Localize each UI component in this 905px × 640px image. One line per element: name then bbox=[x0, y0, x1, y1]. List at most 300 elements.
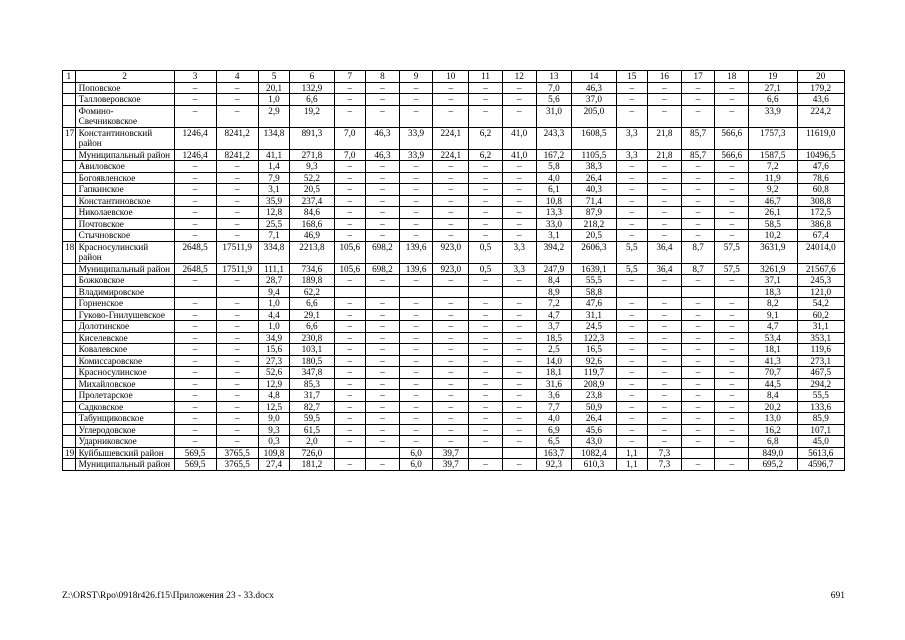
table-cell: – bbox=[174, 378, 216, 390]
table-cell: 59,5 bbox=[290, 413, 334, 425]
table-cell: 24,5 bbox=[572, 321, 616, 333]
table-cell: – bbox=[469, 401, 503, 413]
table-cell: – bbox=[681, 172, 715, 184]
table-cell: – bbox=[399, 184, 433, 196]
table-cell: – bbox=[681, 230, 715, 242]
table-cell: 1246,4 bbox=[174, 149, 216, 161]
table-cell: 179,2 bbox=[797, 82, 845, 94]
table-cell: 62,2 bbox=[290, 286, 334, 298]
column-header: 14 bbox=[572, 71, 616, 83]
table-cell: – bbox=[648, 172, 682, 184]
table-cell: – bbox=[334, 321, 366, 333]
table-cell: 189,8 bbox=[290, 275, 334, 287]
table-cell: 7,2 bbox=[536, 298, 572, 310]
table-cell: – bbox=[433, 230, 469, 242]
table-cell: – bbox=[433, 390, 469, 402]
table-cell: – bbox=[334, 207, 366, 219]
row-name: Ковалевское bbox=[75, 344, 174, 356]
table-cell: 92,6 bbox=[572, 355, 616, 367]
table-row bbox=[63, 149, 845, 161]
table-cell: – bbox=[502, 275, 536, 287]
table-cell: – bbox=[334, 82, 366, 94]
table-cell: 122,3 bbox=[572, 332, 616, 344]
table-cell: 6,5 bbox=[536, 436, 572, 448]
table-row bbox=[63, 355, 845, 367]
table-cell: 163,7 bbox=[536, 447, 572, 459]
table-cell: 33,0 bbox=[536, 218, 572, 230]
table-cell: – bbox=[433, 82, 469, 94]
table-row bbox=[63, 413, 845, 425]
table-cell: 61,5 bbox=[290, 424, 334, 436]
table-cell bbox=[366, 447, 400, 459]
table-row bbox=[63, 424, 845, 436]
table-cell: 224,1 bbox=[433, 149, 469, 161]
row-name: Табунщиковское bbox=[75, 413, 174, 425]
table-cell: – bbox=[433, 344, 469, 356]
table-row bbox=[63, 82, 845, 94]
table-cell: – bbox=[174, 275, 216, 287]
table-cell: – bbox=[334, 195, 366, 207]
table-cell: 55,5 bbox=[797, 390, 845, 402]
table-cell: – bbox=[433, 94, 469, 106]
table-cell: – bbox=[174, 184, 216, 196]
table-cell: 134,8 bbox=[258, 127, 290, 149]
table-cell: – bbox=[334, 355, 366, 367]
table-cell: 1,1 bbox=[616, 447, 648, 459]
table-cell: – bbox=[502, 230, 536, 242]
table-cell: – bbox=[216, 424, 258, 436]
table-cell: – bbox=[469, 424, 503, 436]
table-cell: 3261,9 bbox=[749, 263, 797, 275]
table-cell: 1,4 bbox=[258, 161, 290, 173]
table-cell: 105,6 bbox=[334, 241, 366, 263]
table-cell: – bbox=[216, 275, 258, 287]
table-cell: 12,8 bbox=[258, 207, 290, 219]
column-header: 6 bbox=[290, 71, 334, 83]
table-cell: 9,2 bbox=[749, 184, 797, 196]
table-cell: – bbox=[174, 161, 216, 173]
table-cell: 26,4 bbox=[572, 172, 616, 184]
table-cell: – bbox=[502, 355, 536, 367]
table-cell: 119,6 bbox=[797, 344, 845, 356]
row-index bbox=[63, 344, 76, 356]
table-cell: 6,6 bbox=[290, 94, 334, 106]
table-cell: – bbox=[715, 332, 749, 344]
table-cell: 386,8 bbox=[797, 218, 845, 230]
table-cell: 698,2 bbox=[366, 241, 400, 263]
table-cell: 26,4 bbox=[572, 413, 616, 425]
table-cell: 11,9 bbox=[749, 172, 797, 184]
table-cell: – bbox=[366, 413, 400, 425]
table-cell: – bbox=[681, 413, 715, 425]
column-header: 1 bbox=[63, 71, 76, 83]
table-cell: 0,3 bbox=[258, 436, 290, 448]
table-cell bbox=[715, 447, 749, 459]
table-cell: – bbox=[715, 355, 749, 367]
table-cell: – bbox=[502, 195, 536, 207]
table-cell: 29,1 bbox=[290, 309, 334, 321]
table-cell: – bbox=[469, 332, 503, 344]
table-cell: 20,1 bbox=[258, 82, 290, 94]
table-cell: – bbox=[502, 184, 536, 196]
row-name: Красносулинское bbox=[75, 367, 174, 379]
table-cell: – bbox=[648, 298, 682, 310]
table-cell: 20,5 bbox=[572, 230, 616, 242]
table-cell: 15,6 bbox=[258, 344, 290, 356]
table-cell: – bbox=[715, 184, 749, 196]
table-cell: 12,9 bbox=[258, 378, 290, 390]
table-cell: – bbox=[433, 401, 469, 413]
table-cell: 41,0 bbox=[502, 149, 536, 161]
row-index bbox=[63, 218, 76, 230]
table-row bbox=[63, 275, 845, 287]
table-cell: 394,2 bbox=[536, 241, 572, 263]
table-cell: 21567,6 bbox=[797, 263, 845, 275]
table-cell: – bbox=[399, 355, 433, 367]
table-cell: 237,4 bbox=[290, 195, 334, 207]
table-cell: 3765,5 bbox=[216, 459, 258, 471]
table-cell: 1757,3 bbox=[749, 127, 797, 149]
table-cell: – bbox=[715, 309, 749, 321]
table-cell: – bbox=[174, 298, 216, 310]
table-cell: – bbox=[334, 218, 366, 230]
row-index bbox=[63, 298, 76, 310]
table-cell: – bbox=[681, 161, 715, 173]
table-cell: – bbox=[616, 367, 648, 379]
row-name: Авиловское bbox=[75, 161, 174, 173]
table-cell: 273,1 bbox=[797, 355, 845, 367]
table-cell: – bbox=[433, 275, 469, 287]
row-name: Константиновское bbox=[75, 195, 174, 207]
table-cell: – bbox=[366, 105, 400, 127]
table-cell: – bbox=[715, 172, 749, 184]
table-cell: – bbox=[366, 367, 400, 379]
table-cell: – bbox=[174, 344, 216, 356]
table-cell: 7,0 bbox=[334, 127, 366, 149]
table-cell: 19,2 bbox=[290, 105, 334, 127]
table-cell: – bbox=[469, 378, 503, 390]
table-cell: – bbox=[216, 218, 258, 230]
table-cell: – bbox=[433, 367, 469, 379]
table-cell: 33,9 bbox=[749, 105, 797, 127]
row-name: Фомино-Свечниковское bbox=[75, 105, 174, 127]
table-cell: – bbox=[502, 94, 536, 106]
table-cell: 46,3 bbox=[366, 149, 400, 161]
table-cell: – bbox=[433, 355, 469, 367]
table-cell: 9,1 bbox=[749, 309, 797, 321]
table-cell: – bbox=[174, 401, 216, 413]
table-cell: – bbox=[334, 184, 366, 196]
table-cell: 7,7 bbox=[536, 401, 572, 413]
table-cell: 27,3 bbox=[258, 355, 290, 367]
table-cell: 1608,5 bbox=[572, 127, 616, 149]
table-cell: 35,9 bbox=[258, 195, 290, 207]
row-index bbox=[63, 172, 76, 184]
table-cell: – bbox=[399, 367, 433, 379]
table-cell: 1,0 bbox=[258, 298, 290, 310]
table-cell: – bbox=[502, 309, 536, 321]
table-cell: – bbox=[469, 298, 503, 310]
row-index bbox=[63, 367, 76, 379]
table-cell bbox=[334, 447, 366, 459]
table-cell: – bbox=[216, 355, 258, 367]
table-cell: – bbox=[174, 172, 216, 184]
table-cell: – bbox=[216, 105, 258, 127]
column-header: 13 bbox=[536, 71, 572, 83]
table-cell: 6,1 bbox=[536, 184, 572, 196]
table-cell: – bbox=[469, 105, 503, 127]
table-cell: – bbox=[616, 82, 648, 94]
table-cell: 3,1 bbox=[536, 230, 572, 242]
row-index bbox=[63, 286, 76, 298]
column-header: 11 bbox=[469, 71, 503, 83]
table-cell: – bbox=[469, 172, 503, 184]
table-cell: – bbox=[502, 218, 536, 230]
table-cell: 45,0 bbox=[797, 436, 845, 448]
table-cell: 6,6 bbox=[290, 321, 334, 333]
table-row bbox=[63, 367, 845, 379]
table-cell: – bbox=[334, 424, 366, 436]
table-cell: – bbox=[715, 207, 749, 219]
table-cell: – bbox=[502, 436, 536, 448]
data-table bbox=[62, 70, 845, 471]
column-header: 20 bbox=[797, 71, 845, 83]
table-cell: – bbox=[433, 105, 469, 127]
table-cell: 224,1 bbox=[433, 127, 469, 149]
table-cell: – bbox=[715, 413, 749, 425]
row-name: Горненское bbox=[75, 298, 174, 310]
table-cell: 58,5 bbox=[749, 218, 797, 230]
table-cell: – bbox=[433, 309, 469, 321]
table-cell: 24014,0 bbox=[797, 241, 845, 263]
table-cell: – bbox=[616, 436, 648, 448]
table-cell: – bbox=[502, 332, 536, 344]
table-cell: – bbox=[715, 161, 749, 173]
table-cell: 31,1 bbox=[572, 309, 616, 321]
table-cell: 8,7 bbox=[681, 263, 715, 275]
table-cell: 28,7 bbox=[258, 275, 290, 287]
table-cell: – bbox=[648, 218, 682, 230]
table-cell: – bbox=[216, 82, 258, 94]
table-cell: 33,9 bbox=[399, 127, 433, 149]
column-header: 9 bbox=[399, 71, 433, 83]
table-cell: – bbox=[616, 161, 648, 173]
table-cell: 6,2 bbox=[469, 149, 503, 161]
table-cell: 8,4 bbox=[536, 275, 572, 287]
table-cell: – bbox=[681, 401, 715, 413]
column-header: 2 bbox=[75, 71, 174, 83]
column-header: 18 bbox=[715, 71, 749, 83]
table-cell: 6,9 bbox=[536, 424, 572, 436]
table-cell: 60,2 bbox=[797, 309, 845, 321]
table-cell: – bbox=[469, 321, 503, 333]
table-cell: 20,5 bbox=[290, 184, 334, 196]
table-cell: – bbox=[433, 321, 469, 333]
table-row bbox=[63, 127, 845, 149]
table-cell: – bbox=[399, 230, 433, 242]
table-cell: – bbox=[399, 344, 433, 356]
table-cell: 25,5 bbox=[258, 218, 290, 230]
table-cell: – bbox=[366, 172, 400, 184]
row-index bbox=[63, 195, 76, 207]
table-cell: 41,1 bbox=[258, 149, 290, 161]
table-cell: – bbox=[681, 332, 715, 344]
table-cell: 7,1 bbox=[258, 230, 290, 242]
table-cell: 172,5 bbox=[797, 207, 845, 219]
table-cell: 85,3 bbox=[290, 378, 334, 390]
table-row bbox=[63, 230, 845, 242]
row-index bbox=[63, 321, 76, 333]
row-index bbox=[63, 436, 76, 448]
table-cell: 208,9 bbox=[572, 378, 616, 390]
table-cell: 52,6 bbox=[258, 367, 290, 379]
table-cell: – bbox=[469, 436, 503, 448]
table-cell: 70,7 bbox=[749, 367, 797, 379]
table-cell: – bbox=[648, 436, 682, 448]
table-cell: 4,4 bbox=[258, 309, 290, 321]
table-cell: 2,5 bbox=[536, 344, 572, 356]
table-cell: – bbox=[334, 436, 366, 448]
table-row bbox=[63, 105, 845, 127]
table-row bbox=[63, 321, 845, 333]
table-cell: – bbox=[334, 390, 366, 402]
table-cell: 43,0 bbox=[572, 436, 616, 448]
table-cell: – bbox=[681, 367, 715, 379]
table-cell: – bbox=[648, 230, 682, 242]
table-row bbox=[63, 184, 845, 196]
row-name: Николаевское bbox=[75, 207, 174, 219]
table-cell: – bbox=[681, 207, 715, 219]
row-name: Почтовское bbox=[75, 218, 174, 230]
table-row bbox=[63, 172, 845, 184]
table-cell bbox=[648, 286, 682, 298]
table-cell: – bbox=[715, 230, 749, 242]
table-cell: 46,3 bbox=[572, 82, 616, 94]
table-cell: 167,2 bbox=[536, 149, 572, 161]
table-cell: – bbox=[502, 401, 536, 413]
table-row bbox=[63, 378, 845, 390]
table-cell: – bbox=[469, 367, 503, 379]
table-cell: – bbox=[681, 344, 715, 356]
table-cell: 3,1 bbox=[258, 184, 290, 196]
table-cell: 4,7 bbox=[749, 321, 797, 333]
table-cell: 245,3 bbox=[797, 275, 845, 287]
table-cell: – bbox=[715, 436, 749, 448]
table-cell: 726,0 bbox=[290, 447, 334, 459]
row-name: Углеродовское bbox=[75, 424, 174, 436]
table-cell: – bbox=[174, 207, 216, 219]
table-cell: – bbox=[502, 344, 536, 356]
table-cell: – bbox=[616, 195, 648, 207]
table-cell: 467,5 bbox=[797, 367, 845, 379]
table-cell: 39,7 bbox=[433, 459, 469, 471]
table-cell: 103,1 bbox=[290, 344, 334, 356]
table-cell: – bbox=[616, 298, 648, 310]
table-cell bbox=[681, 447, 715, 459]
table-cell: – bbox=[616, 424, 648, 436]
table-cell: 1587,5 bbox=[749, 149, 797, 161]
table-cell: 7,2 bbox=[749, 161, 797, 173]
table-cell: – bbox=[174, 332, 216, 344]
table-cell: 34,9 bbox=[258, 332, 290, 344]
table-cell: – bbox=[216, 230, 258, 242]
table-cell: – bbox=[216, 94, 258, 106]
table-cell: 40,3 bbox=[572, 184, 616, 196]
table-cell: – bbox=[469, 207, 503, 219]
table-cell: – bbox=[616, 309, 648, 321]
table-cell: – bbox=[216, 378, 258, 390]
table-cell: – bbox=[502, 172, 536, 184]
table-cell: 7,0 bbox=[536, 82, 572, 94]
table-cell: 334,8 bbox=[258, 241, 290, 263]
table-cell: – bbox=[469, 459, 503, 471]
table-cell: 57,5 bbox=[715, 263, 749, 275]
table-cell: 168,6 bbox=[290, 218, 334, 230]
table-cell bbox=[681, 286, 715, 298]
table-cell: – bbox=[433, 436, 469, 448]
table-cell: 7,0 bbox=[334, 149, 366, 161]
table-cell: – bbox=[502, 413, 536, 425]
table-cell: – bbox=[469, 230, 503, 242]
table-cell: 85,7 bbox=[681, 127, 715, 149]
table-cell: – bbox=[174, 195, 216, 207]
table-cell: 2648,5 bbox=[174, 241, 216, 263]
column-header: 17 bbox=[681, 71, 715, 83]
table-cell: – bbox=[433, 172, 469, 184]
table-cell: 4,7 bbox=[536, 309, 572, 321]
row-index bbox=[63, 105, 76, 127]
table-cell: – bbox=[366, 207, 400, 219]
row-index: 19. bbox=[63, 447, 76, 459]
table-cell: 33,9 bbox=[399, 149, 433, 161]
table-cell: 891,3 bbox=[290, 127, 334, 149]
table-cell: 180,5 bbox=[290, 355, 334, 367]
table-cell: – bbox=[334, 401, 366, 413]
header-row bbox=[63, 71, 845, 83]
table-cell: 695,2 bbox=[749, 459, 797, 471]
table-cell: 82,7 bbox=[290, 401, 334, 413]
table-cell: – bbox=[433, 184, 469, 196]
table-cell: 347,8 bbox=[290, 367, 334, 379]
row-index bbox=[63, 309, 76, 321]
table-cell: – bbox=[715, 275, 749, 287]
table-cell: – bbox=[366, 275, 400, 287]
table-cell: 6,0 bbox=[399, 447, 433, 459]
table-cell: – bbox=[366, 378, 400, 390]
row-name: Ударниковское bbox=[75, 436, 174, 448]
table-cell: – bbox=[334, 161, 366, 173]
table-cell: – bbox=[648, 184, 682, 196]
table-cell: 294,2 bbox=[797, 378, 845, 390]
table-cell: – bbox=[399, 218, 433, 230]
table-cell: – bbox=[648, 378, 682, 390]
table-cell: – bbox=[366, 230, 400, 242]
table-cell: 0,5 bbox=[469, 263, 503, 275]
table-cell: 18,1 bbox=[749, 344, 797, 356]
table-cell: – bbox=[648, 309, 682, 321]
table-cell: – bbox=[334, 332, 366, 344]
table-cell: 52,2 bbox=[290, 172, 334, 184]
table-cell: – bbox=[469, 355, 503, 367]
table-cell: – bbox=[399, 195, 433, 207]
table-cell: 224,2 bbox=[797, 105, 845, 127]
table-cell: – bbox=[399, 413, 433, 425]
table-cell: 4,0 bbox=[536, 413, 572, 425]
row-name: Талловеровское bbox=[75, 94, 174, 106]
table-cell: – bbox=[216, 172, 258, 184]
table-cell: 610,3 bbox=[572, 459, 616, 471]
table-cell: 43,6 bbox=[797, 94, 845, 106]
